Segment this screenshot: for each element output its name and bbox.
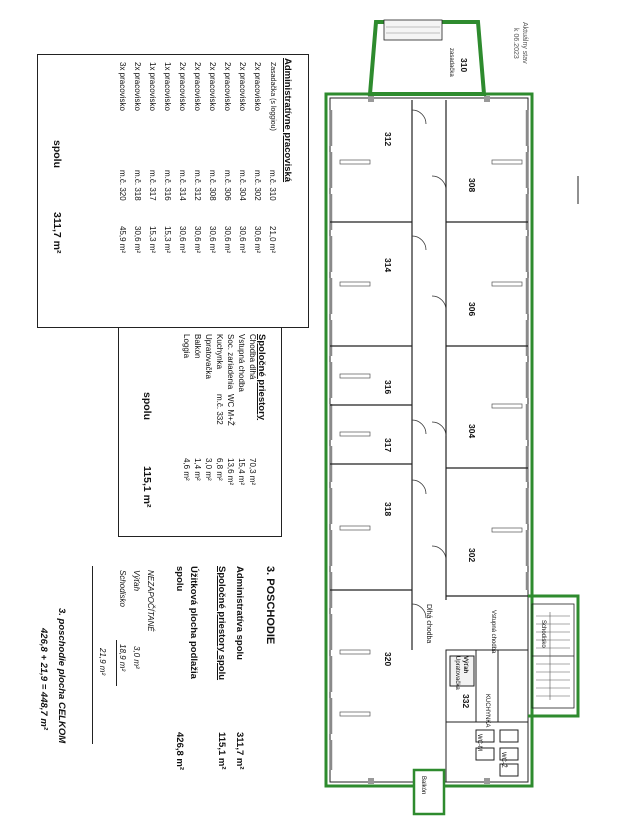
balcony-label: Balkón (420, 776, 426, 795)
room-332-label: 332 (461, 694, 471, 709)
admin-row-activity: 2x pracovisko (178, 62, 187, 111)
room-312-label: 312 (383, 132, 393, 147)
admin-row-activity: 2x pracovisko (253, 62, 262, 111)
common-row-area: 4,6 m² (182, 458, 191, 481)
summary-title: 3. POSCHODIE (264, 566, 276, 645)
staircase-block (528, 596, 578, 716)
outer-walls (326, 94, 532, 786)
admin-row-room: m.č. 304 (238, 170, 247, 201)
admin-row-activity: 2x pracovisko (208, 62, 217, 111)
room-310-sub: zasadačka (448, 48, 454, 77)
common-row-area: 6,8 m² (215, 458, 224, 481)
common-row-area: 70,3 m² (248, 458, 257, 486)
admin-row-area: 30,6 m² (133, 226, 142, 254)
admin-row-activity: 2x pracovisko (238, 62, 247, 111)
common-row-area: 1,4 m² (193, 458, 202, 481)
summary-divider (92, 566, 93, 744)
admin-title: Administratívne pracoviská (282, 58, 293, 183)
admin-row-activity: 1x pracovisko (148, 62, 157, 111)
plan-note-line1: Aktuálny stav (521, 22, 528, 64)
entry-corridor-label: Vstupná chodba (490, 610, 496, 654)
common-row-item: Loggia (182, 334, 191, 359)
grand-total-formula: 426,8 + 21,9 = 448,7 m² (38, 628, 49, 730)
room-320-label: 320 (383, 652, 393, 667)
admin-row-area: 30,6 m² (193, 226, 202, 254)
common-row-item: Vstupná chodba (237, 334, 246, 392)
excluded-sum-line (116, 640, 117, 686)
admin-row-area: 30,6 m² (208, 226, 217, 254)
admin-row-room: m.č. 306 (223, 170, 232, 201)
doors (412, 110, 446, 618)
room-310-projection (370, 20, 484, 94)
summary-common-value: 115,1 m² (216, 732, 227, 770)
plan-note-line2: k 06.2023 (512, 28, 519, 59)
admin-row-area: 45,9 m² (118, 226, 127, 254)
summary-admin-label: Administratíva spolu (234, 566, 245, 660)
admin-row-room: m.č. 316 (163, 170, 172, 201)
kitchen-label: KUCHYNKA (484, 694, 490, 728)
admin-row-room: m.č. 318 (133, 170, 142, 201)
common-total-label: spolu (141, 392, 153, 420)
admin-total-label: spolu (51, 140, 63, 168)
grand-total-label: 3. poschodie plocha CELKOM (56, 608, 67, 744)
common-row-area: 13,6 m² (226, 458, 235, 486)
admin-row-area: 30,6 m² (223, 226, 232, 254)
right-partitions (446, 222, 528, 596)
common-row-item: Chodba dlhá (248, 334, 257, 380)
room-308-label: 308 (467, 178, 477, 193)
admin-row-room: m.č. 308 (208, 170, 217, 201)
room-314-label: 314 (383, 258, 393, 273)
common-row-item: Balkón (193, 334, 202, 359)
room-306-label: 306 (467, 302, 477, 317)
room-317-label: 317 (383, 438, 393, 453)
cleaning-room-label: Upratovačka (454, 656, 460, 690)
admin-row-activity: Zasadačka (s loggiou) (269, 62, 276, 131)
admin-row-room: m.č. 302 (253, 170, 262, 201)
summary-common-label: Spoločné priestory spolu (216, 566, 227, 681)
admin-row-activity: 2x pracovisko (133, 62, 142, 111)
vytah-label: Výťah (132, 570, 141, 592)
admin-row-room: m.č. 310 (268, 170, 277, 201)
excluded-total: 21,9 m² (98, 648, 107, 676)
common-title: Spoločné priestory (256, 334, 267, 421)
schodisko-label: Schodisko (118, 570, 127, 607)
admin-row-room: m.č. 320 (118, 170, 127, 201)
elevator-label: Výťah (462, 656, 468, 674)
corridor-walls (412, 100, 446, 650)
admin-row-area: 30,6 m² (253, 226, 262, 254)
admin-row-activity: 2x pracovisko (223, 62, 232, 111)
admin-row-room: m.č. 312 (193, 170, 202, 201)
summary-usable-value: 426,8 m² (174, 732, 185, 771)
staircase-label: Schodisko (540, 620, 546, 648)
wc-z-label: WC-Ž (500, 752, 506, 768)
admin-row-room: m.č. 314 (178, 170, 187, 201)
excluded-title: NEZAPOČÍTANÉ (146, 570, 155, 632)
common-row-detail: m.č. 332 (215, 394, 224, 425)
common-row-item: Soc. zariadenia (226, 334, 235, 390)
admin-row-activity: 3x pracovisko (118, 62, 127, 111)
room-304-label: 304 (467, 424, 477, 439)
admin-row-area: 21,0 m² (268, 226, 277, 254)
admin-row-area: 30,6 m² (238, 226, 247, 254)
admin-row-area: 30,6 m² (178, 226, 187, 254)
common-row-item: Upratovačka (204, 334, 213, 379)
room-310-label: 310 (459, 58, 469, 73)
balcony-projection (414, 770, 444, 814)
summary-usable-label: Úžitková plocha podlažia (188, 566, 199, 679)
room-316-label: 316 (383, 380, 393, 395)
common-total-value: 115,1 m² (141, 466, 153, 508)
wc-m-label: WC-M (476, 734, 482, 751)
room-302-label: 302 (467, 548, 477, 563)
admin-row-area: 15,3 m² (163, 226, 172, 254)
admin-row-activity: 2x pracovisko (193, 62, 202, 111)
admin-total-value: 311,7 m² (51, 212, 63, 254)
long-corridor-label: Dlhá chodba (425, 604, 432, 644)
summary-admin-value: 311,7 m² (234, 732, 245, 770)
common-row-detail: WC M+Ž (226, 394, 235, 426)
admin-row-activity: 1x pracovisko (163, 62, 172, 111)
schodisko-value: 18,9 m² (118, 644, 127, 672)
common-row-area: 15,4 m² (237, 458, 246, 486)
room-318-label: 318 (383, 502, 393, 517)
left-partitions (330, 222, 412, 590)
common-row-item: Kuchynka (215, 334, 224, 370)
common-row-area: 3,0 m² (204, 458, 213, 481)
admin-row-room: m.č. 317 (148, 170, 157, 201)
vytah-value: 3,0 m² (132, 646, 141, 669)
summary-usable-label2: spolu (174, 566, 185, 592)
admin-row-area: 15,3 m² (148, 226, 157, 254)
